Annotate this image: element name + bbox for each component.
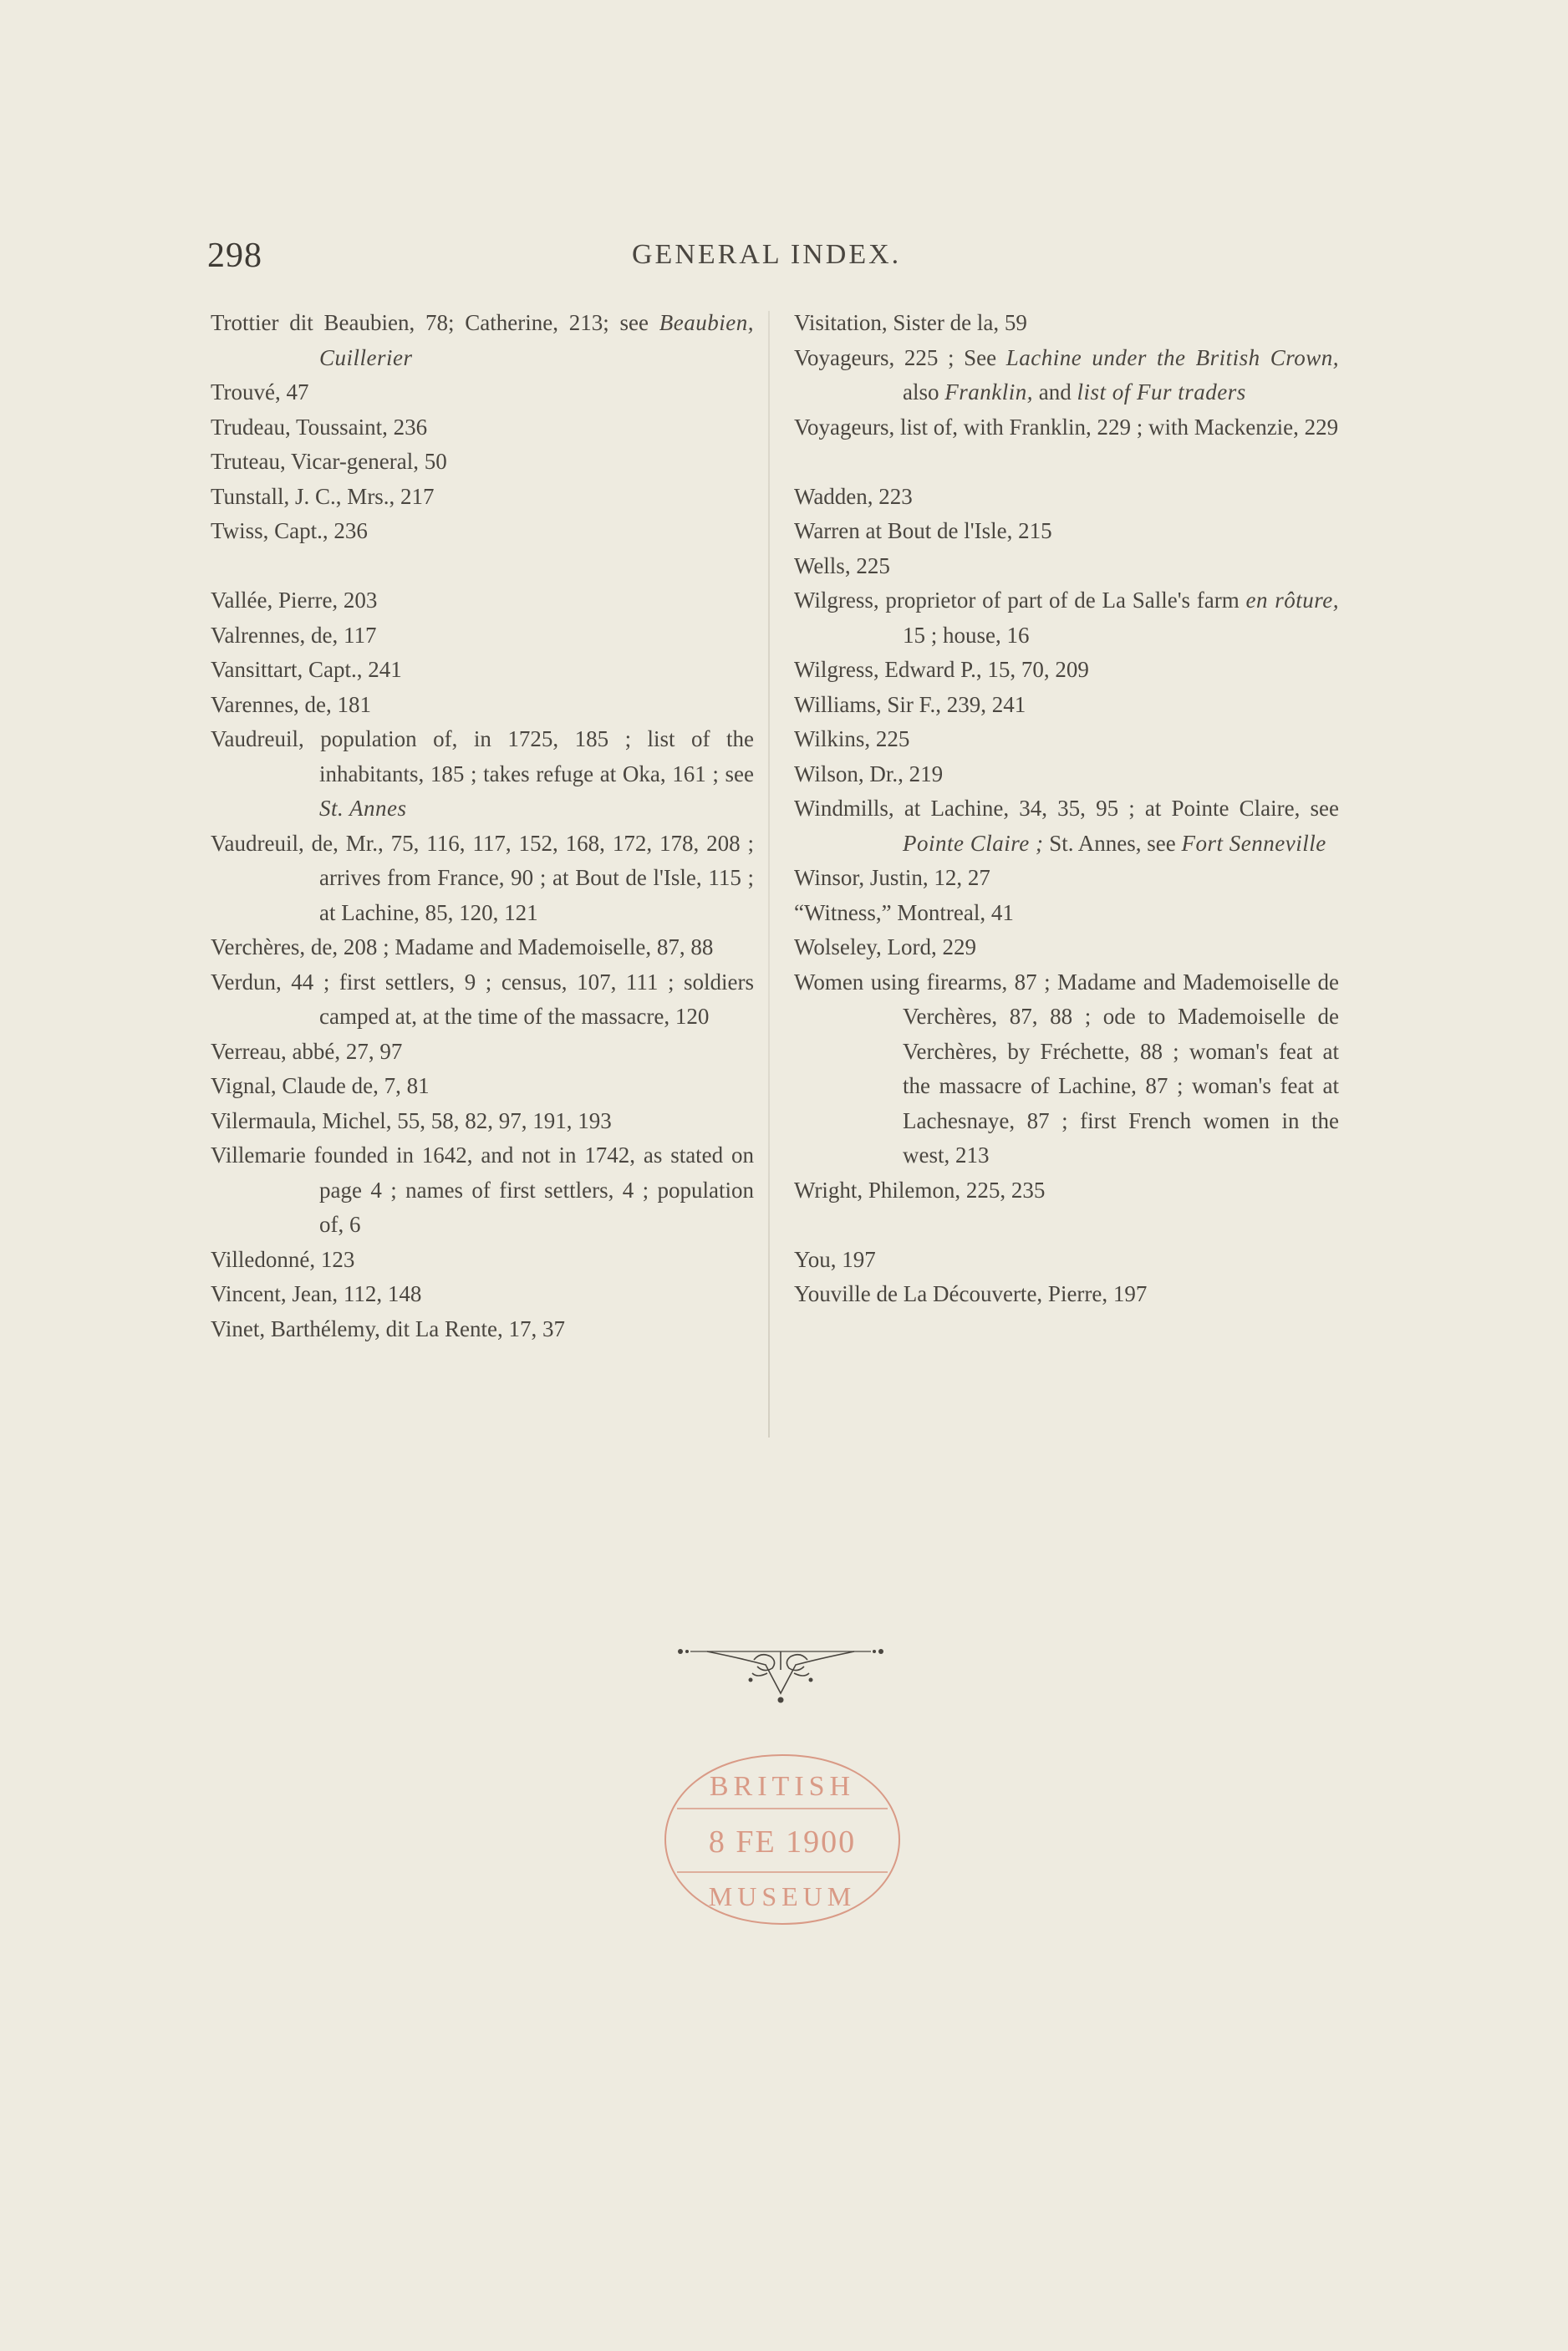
index-entry-text: Varennes, de, 181 [211, 691, 371, 717]
index-entry [211, 827, 754, 931]
index-entry [794, 341, 1339, 410]
index-entry-text: Villemarie founded in 1642, and not in 1742, as stated on page 4 ; names of first settlers, 4 ; population of, 6 [211, 1142, 754, 1237]
stamp-date-text: 8 FE 1900 [708, 1824, 857, 1860]
index-entry-text: Vaudreuil, de, Mr., 75, 116, 117, 152, 168, 172, 178, 208 ; arrives from France, 90 ; at Bout de l'Isle, 115 ; at Lachine, 85, 120, 121 [211, 830, 754, 925]
index-entry [211, 1138, 754, 1243]
index-entry [211, 688, 754, 723]
index-entry-italic: Pointe Claire ; [903, 830, 1044, 856]
index-entry [211, 618, 754, 654]
index-entry [211, 375, 754, 410]
index-entry-text: Wilgress, Edward P., 15, 70, 209 [794, 657, 1089, 682]
index-entry-italic: Lachine under the British Crown, [1005, 344, 1339, 370]
index-entry-text: Vinet, Barthélemy, dit La Rente, 17, 37 [211, 1315, 566, 1341]
index-entry-italic: Fort Senneville [1181, 830, 1326, 856]
index-entry [211, 1035, 754, 1070]
index-entry-text: Wadden, 223 [794, 483, 913, 509]
index-entry [794, 1173, 1339, 1209]
index-entry-text: Vignal, Claude de, 7, 81 [211, 1073, 430, 1098]
index-entry [794, 549, 1339, 584]
index-entry-text: Wells, 225 [794, 552, 890, 578]
index-entry-text: 15 ; house, 16 [903, 622, 1030, 648]
stamp-top-text: BRITISH [709, 1771, 856, 1802]
column-divider [768, 311, 770, 1438]
index-entry [794, 514, 1339, 549]
index-entry-text: Visitation, Sister de la, 59 [794, 310, 1027, 335]
index-entry-text: Trottier dit Beaubien, 78; Catherine, 213; see [211, 310, 659, 335]
index-entry [794, 410, 1339, 445]
index-entry [794, 480, 1339, 515]
index-entry [794, 1243, 1339, 1278]
index-entry [211, 930, 754, 965]
index-entry-text: Villedonné, 123 [211, 1246, 355, 1272]
index-entry-text: Vaudreuil, population of, in 1725, 185 ; list of the inhabitants, 185 ; takes refuge at Oka, 161 ; see [211, 726, 754, 786]
stamp-bottom-text: MUSEUM [708, 1881, 857, 1911]
index-entry [211, 1104, 754, 1139]
index-entry-italic: list of Fur traders [1077, 379, 1246, 405]
index-entry [211, 1243, 754, 1278]
index-entry-text: Wright, Philemon, 225, 235 [794, 1177, 1046, 1203]
index-entry [794, 791, 1339, 861]
page-header [207, 236, 1344, 286]
index-entry [211, 1277, 754, 1312]
index-entry [211, 1312, 754, 1347]
index-entry-italic: Franklin, [944, 379, 1033, 405]
index-entry-text: Truteau, Vicar-general, 50 [211, 449, 447, 474]
index-entry [794, 722, 1339, 757]
index-entry [211, 410, 754, 445]
index-entry [211, 583, 754, 618]
index-entry [211, 1069, 754, 1104]
index-entry-text: Vilermaula, Michel, 55, 58, 82, 97, 191, 193 [211, 1107, 612, 1133]
index-entry-text: “Witness,” Montreal, 41 [794, 899, 1014, 925]
index-entry-text: Valrennes, de, 117 [211, 622, 377, 648]
index-entry [794, 583, 1339, 653]
index-entry-italic: en rôture, [1245, 588, 1340, 613]
index-entry-text: Trudeau, Toussaint, 236 [211, 414, 428, 440]
index-entry-text: Warren at Bout de l'Isle, 215 [794, 518, 1052, 543]
tailpiece-ornament [674, 1640, 888, 1707]
index-entry-text: Williams, Sir F., 239, 241 [794, 691, 1026, 717]
index-entry-text: Twiss, Capt., 236 [211, 518, 368, 543]
index-entry [794, 688, 1339, 723]
museum-stamp [660, 1750, 904, 1929]
index-entry-text: Verdun, 44 ; first settlers, 9 ; census, 107, 111 ; soldiers camped at, at the time of the massacre, 120 [211, 969, 754, 1029]
index-entry-text: Wolseley, Lord, 229 [794, 934, 977, 959]
index-entry-italic: St. Annes [319, 796, 407, 821]
index-entry [794, 861, 1339, 896]
index-entry-text: St. Annes, see [1043, 830, 1182, 856]
index-entry-text: and [1033, 379, 1077, 405]
index-entry-text: Tunstall, J. C., Mrs., 217 [211, 483, 435, 509]
index-entry [211, 965, 754, 1035]
index-entry [794, 306, 1339, 341]
index-entry [794, 1277, 1339, 1312]
index-entry [794, 653, 1339, 688]
index-entry [211, 445, 754, 480]
index-entry-italic: Beaubien, Cuillerier [319, 310, 754, 370]
index-entry [211, 653, 754, 688]
index-entry-text: Vansittart, Capt., 241 [211, 657, 402, 682]
index-entry-text: Vallée, Pierre, 203 [211, 588, 378, 613]
index-entry-text: Wilson, Dr., 219 [794, 761, 944, 786]
index-entry-text: Wilgress, proprietor of part of de La Salle's farm [794, 588, 1246, 613]
index-entry-text: Women using firearms, 87 ; Madame and Mademoiselle de Verchères, 87, 88 ; ode to Mademoiselle de Verchères, by Fréchette, 88 ; woman's feat at the massacre of Lachine, 87 ; woman's feat at Lachesnaye, 87 ; first French women in the west, 213 [794, 969, 1339, 1168]
index-entry [794, 965, 1339, 1173]
index-entry-text: Winsor, Justin, 12, 27 [794, 865, 990, 890]
index-entry [211, 514, 754, 549]
running-title: GENERAL INDEX. [632, 239, 902, 270]
index-entry [211, 480, 754, 515]
index-entry-text: Vincent, Jean, 112, 148 [211, 1281, 422, 1306]
index-entry [794, 930, 1339, 965]
index-entry-text: You, 197 [794, 1246, 876, 1272]
index-column-right [794, 306, 1339, 1312]
index-entry-text: Voyageurs, list of, with Franklin, 229 ; with Mackenzie, 229 [794, 414, 1339, 440]
page-number: 298 [207, 237, 262, 275]
index-entry-text: Windmills, at Lachine, 34, 35, 95 ; at Pointe Claire, see [794, 796, 1339, 821]
index-entry [211, 306, 754, 375]
index-entry [211, 722, 754, 827]
index-entry-text: Verreau, abbé, 27, 97 [211, 1038, 403, 1064]
index-entry-text: Verchères, de, 208 ; Madame and Mademoiselle, 87, 88 [211, 934, 714, 959]
index-entry-text: Youville de La Découverte, Pierre, 197 [794, 1281, 1148, 1306]
index-entry-text: Trouvé, 47 [211, 379, 309, 405]
index-column-left [211, 306, 754, 1346]
index-entry-text: Wilkins, 225 [794, 726, 910, 751]
index-entry [794, 757, 1339, 792]
index-entry-text: Voyageurs, 225 ; See [794, 344, 1006, 370]
index-entry-text: also [903, 379, 945, 405]
index-entry [794, 896, 1339, 931]
